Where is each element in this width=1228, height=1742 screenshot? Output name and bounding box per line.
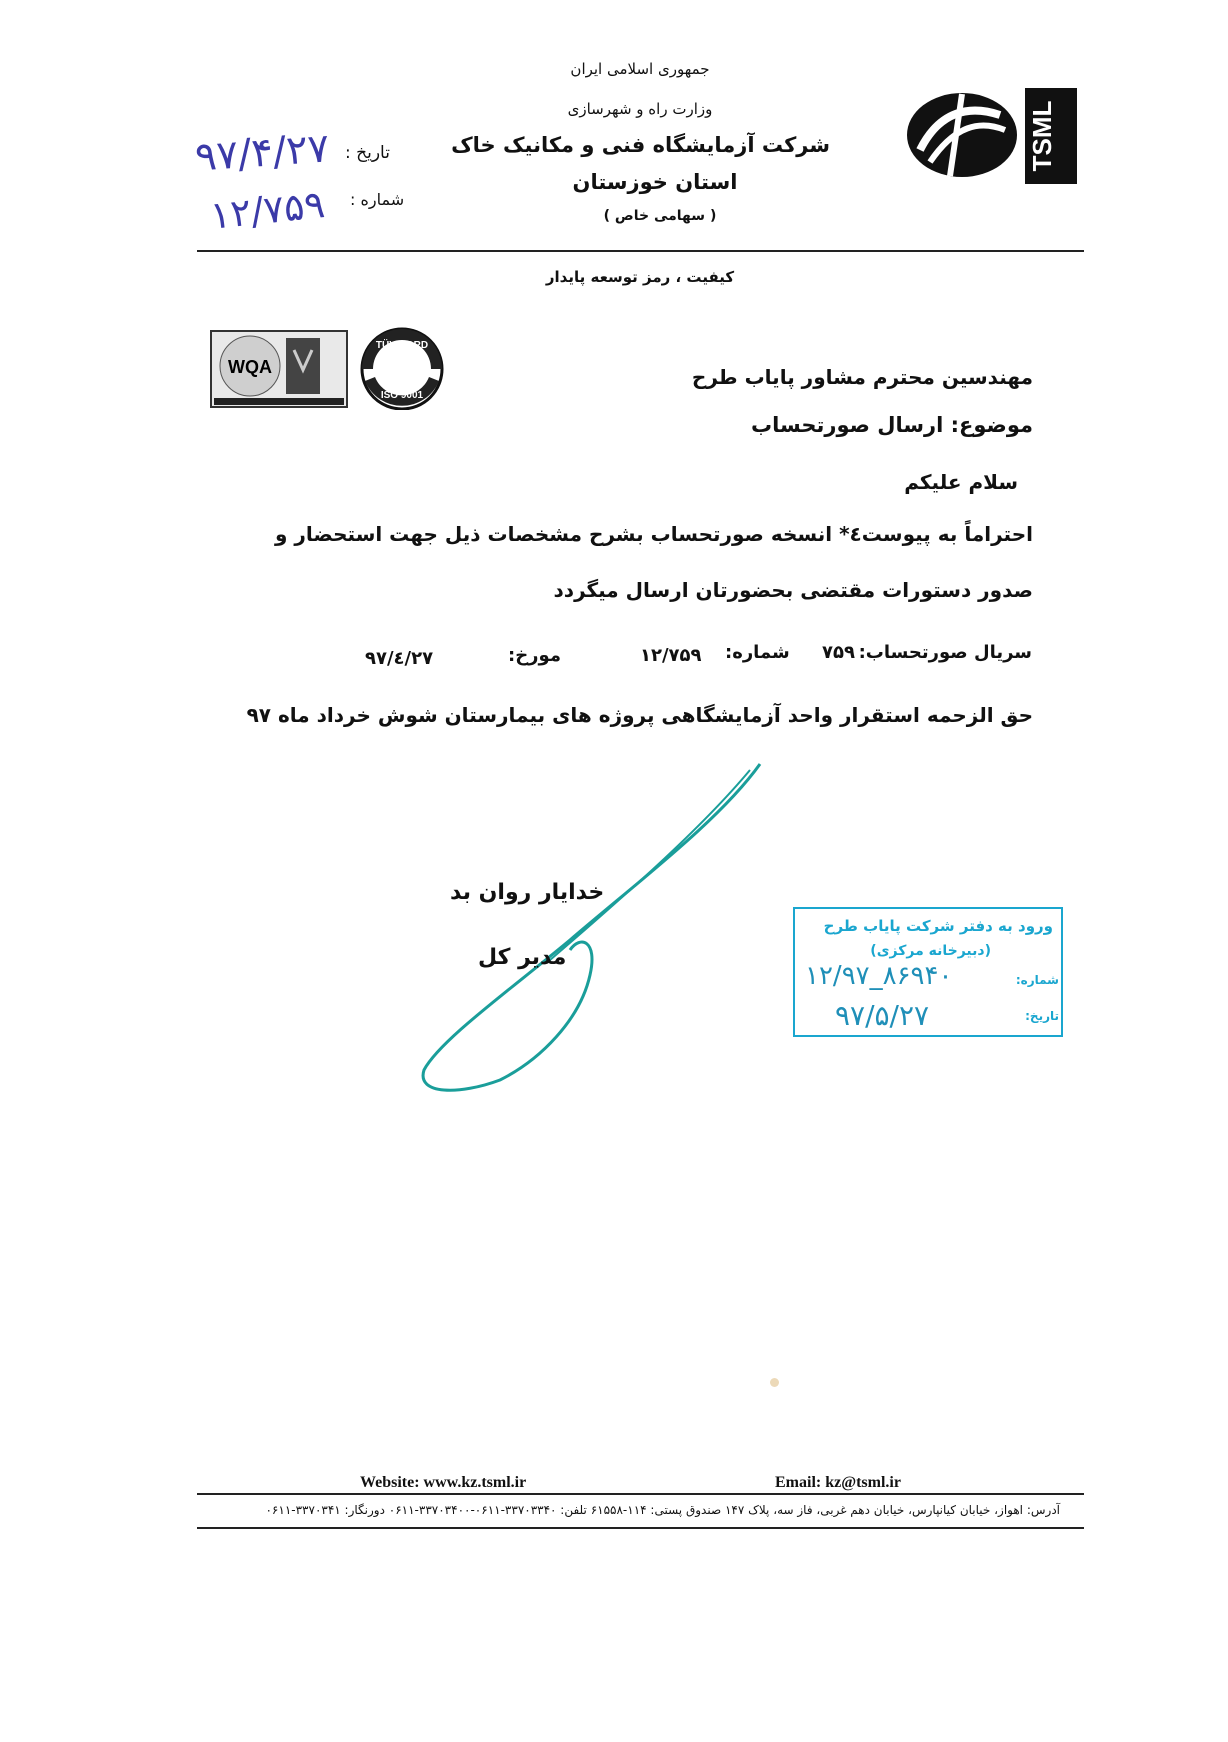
footer-address: آدرس: اهواز، خیابان کیانپارس، خیابان دهم غربی، فاز سه، پلاک ۱۴۷ صندوق پستی: ۱۱۴-۶۱۵۵۸ تلفن: ۳۳۷۰۳۳۴۰-۰۶۱۱-۳۳۷۰۳۴۰۰-۰۶۱۱ دورنگار: ۳۳۷۰۳۴۱-۰۶۱۱ <box>265 1503 1060 1517</box>
tsml-logo-text: TSML <box>1027 100 1057 172</box>
handwritten-signature <box>420 760 780 1100</box>
invoice-date-value: ۹۷/٤/۲۷ <box>365 648 434 669</box>
tuv-iso-logo <box>345 325 460 410</box>
footer-divider-top <box>197 1493 1084 1495</box>
received-stamp <box>793 907 1063 1037</box>
ministry-heading: وزارت راه و شهرسازی <box>567 100 713 118</box>
stamp-date-label: تاریخ: <box>1025 1009 1059 1023</box>
paragraph-line-2: صدور دستورات مقتضی بحضورتان ارسال میگردد <box>553 578 1033 602</box>
invoice-number-label: شماره: <box>725 642 790 663</box>
stamp-title: ورود به دفتر شرکت پایاب طرح <box>823 917 1053 935</box>
paragraph-line-1: احتراماً به پیوست٤* انسخه صورتحساب بشرح مشخصات ذیل جهت استحضار و <box>274 522 1033 546</box>
closing-salutation: خدایار روان بد <box>450 880 605 905</box>
number-label: شماره : <box>350 190 405 209</box>
invoice-description: حق الزحمه استقرار واحد آزمایشگاهی پروژه های بیمارستان شوش خرداد ماه ۹۷ <box>246 703 1033 727</box>
tuv-text: TÜV NORD <box>375 340 429 351</box>
stamp-number-value: ۱۲/۹۷_۸۶۹۴۰ <box>805 961 953 991</box>
republic-heading: جمهوری اسلامی ایران <box>570 60 710 78</box>
signer-position: مدیر کل <box>478 945 567 970</box>
invoice-date-label: مورخ: <box>508 645 561 666</box>
stamp-subtitle: (دبیرخانه مرکزی) <box>870 943 991 959</box>
company-name: شرکت آزمایشگاه فنی و مکانیک خاک <box>451 133 830 157</box>
footer-email: Email: kz@tsml.ir <box>775 1474 901 1491</box>
footer-divider-bottom <box>197 1527 1084 1529</box>
tsml-logo <box>900 80 1090 190</box>
handwritten-date: ۹۷/۴/۲۷ <box>193 125 331 181</box>
serial-value: ۷۵۹ <box>822 642 855 663</box>
iso-text: ISO 9001 <box>380 390 424 401</box>
recipient: مهندسین محترم مشاور پایاب طرح <box>691 365 1033 389</box>
subject: موضوع: ارسال صورتحساب <box>751 413 1033 437</box>
wqa-cert-logo <box>210 330 348 408</box>
handwritten-number: ۱۲/۷۵۹ <box>208 182 327 238</box>
serial-label: سریال صورتحساب: <box>858 642 1032 663</box>
footer-website: Website: www.kz.tsml.ir <box>360 1474 527 1491</box>
header-divider <box>197 250 1084 252</box>
greeting: سلام علیکم <box>904 470 1018 494</box>
stamp-number-label: شماره: <box>1015 973 1059 987</box>
company-type: ( سهامی خاص ) <box>603 208 717 224</box>
province-name: استان خوزستان <box>572 170 738 194</box>
wqa-text: WQA <box>228 357 272 377</box>
slogan: کیفیت ، رمز توسعه پایدار <box>545 268 735 286</box>
invoice-number-value: ۱۲/۷۵۹ <box>640 645 702 666</box>
stamp-date-value: ۹۷/۵/۲۷ <box>835 999 930 1032</box>
paper-mark <box>770 1378 779 1387</box>
date-label: تاریخ : <box>345 143 390 163</box>
